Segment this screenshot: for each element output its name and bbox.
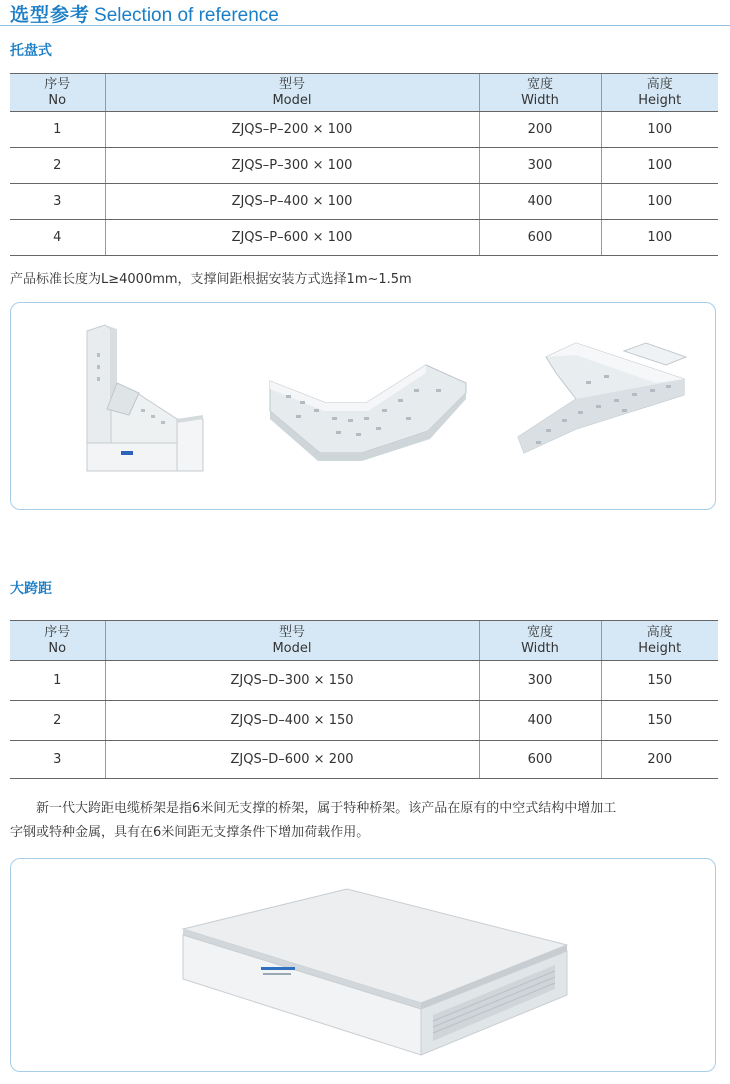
cell-height: 100 — [601, 148, 718, 184]
table-row — [10, 184, 718, 220]
header-divider — [0, 25, 730, 26]
description-line-2: 字钢或特种金属，具有在6米间距无支撑条件下增加荷载作用。 — [10, 825, 370, 840]
cell-no: 1 — [10, 661, 105, 701]
cell-model: ZJQS–D–300 × 150 — [105, 661, 479, 701]
table-row — [10, 220, 718, 256]
cell-width: 400 — [479, 701, 601, 741]
table-row — [10, 661, 718, 701]
cell-height: 100 — [601, 220, 718, 256]
cell-no: 3 — [10, 741, 105, 779]
cell-no: 1 — [10, 112, 105, 148]
vertical-elbow-image — [77, 323, 217, 483]
cell-width: 600 — [479, 220, 601, 256]
description-line-1: 新一代大跨距电缆桥架是指6米间无支撑的桥架，属于特种桥架。该产品在原有的中空式结构中增加工 — [36, 801, 617, 816]
cell-model: ZJQS–P–300 × 100 — [105, 148, 479, 184]
cell-no: 4 — [10, 220, 105, 256]
section2-description — [10, 797, 720, 845]
header-title-cn: 选型参考 — [10, 4, 91, 26]
header-title-en: Selection of reference — [94, 5, 279, 26]
col-header-height: 高度 Height — [601, 621, 718, 661]
cell-height: 100 — [601, 184, 718, 220]
cell-model: ZJQS–D–600 × 200 — [105, 741, 479, 779]
table-header-row — [10, 74, 718, 112]
section1-product-images — [10, 302, 716, 510]
col-header-model: 型号 Model — [105, 621, 479, 661]
table-header-row — [10, 621, 718, 661]
cell-width: 400 — [479, 184, 601, 220]
table-row — [10, 741, 718, 779]
large-span-tray-image — [171, 885, 571, 1061]
cell-model: ZJQS–P–600 × 100 — [105, 220, 479, 256]
section2-title: 大跨距 — [10, 581, 52, 597]
col-header-no: 序号 No — [10, 621, 105, 661]
cell-width: 300 — [479, 148, 601, 184]
cell-width: 200 — [479, 112, 601, 148]
cell-width: 600 — [479, 741, 601, 779]
col-header-height: 高度 Height — [601, 74, 718, 112]
tee-fitting-image — [516, 333, 696, 473]
cell-height: 100 — [601, 112, 718, 148]
cell-model: ZJQS–D–400 × 150 — [105, 701, 479, 741]
section1-spec-table — [10, 73, 718, 256]
cell-no: 2 — [10, 701, 105, 741]
cell-model: ZJQS–P–200 × 100 — [105, 112, 479, 148]
cell-no: 3 — [10, 184, 105, 220]
horizontal-elbow-image — [266, 359, 476, 469]
page-header — [10, 0, 730, 26]
cell-height: 150 — [601, 701, 718, 741]
col-header-no: 序号 No — [10, 74, 105, 112]
cell-width: 300 — [479, 661, 601, 701]
section1-note: 产品标准长度为L≥4000mm，支撑间距根据安装方式选择1m~1.5m — [10, 272, 412, 287]
col-header-model: 型号 Model — [105, 74, 479, 112]
cell-height: 200 — [601, 741, 718, 779]
table-row — [10, 112, 718, 148]
section2-spec-table — [10, 620, 718, 779]
cell-no: 2 — [10, 148, 105, 184]
section1-title: 托盘式 — [10, 43, 52, 59]
section2-product-image — [10, 858, 716, 1072]
cell-model: ZJQS–P–400 × 100 — [105, 184, 479, 220]
col-header-width: 宽度 Width — [479, 621, 601, 661]
col-header-width: 宽度 Width — [479, 74, 601, 112]
table-row — [10, 701, 718, 741]
table-row — [10, 148, 718, 184]
cell-height: 150 — [601, 661, 718, 701]
